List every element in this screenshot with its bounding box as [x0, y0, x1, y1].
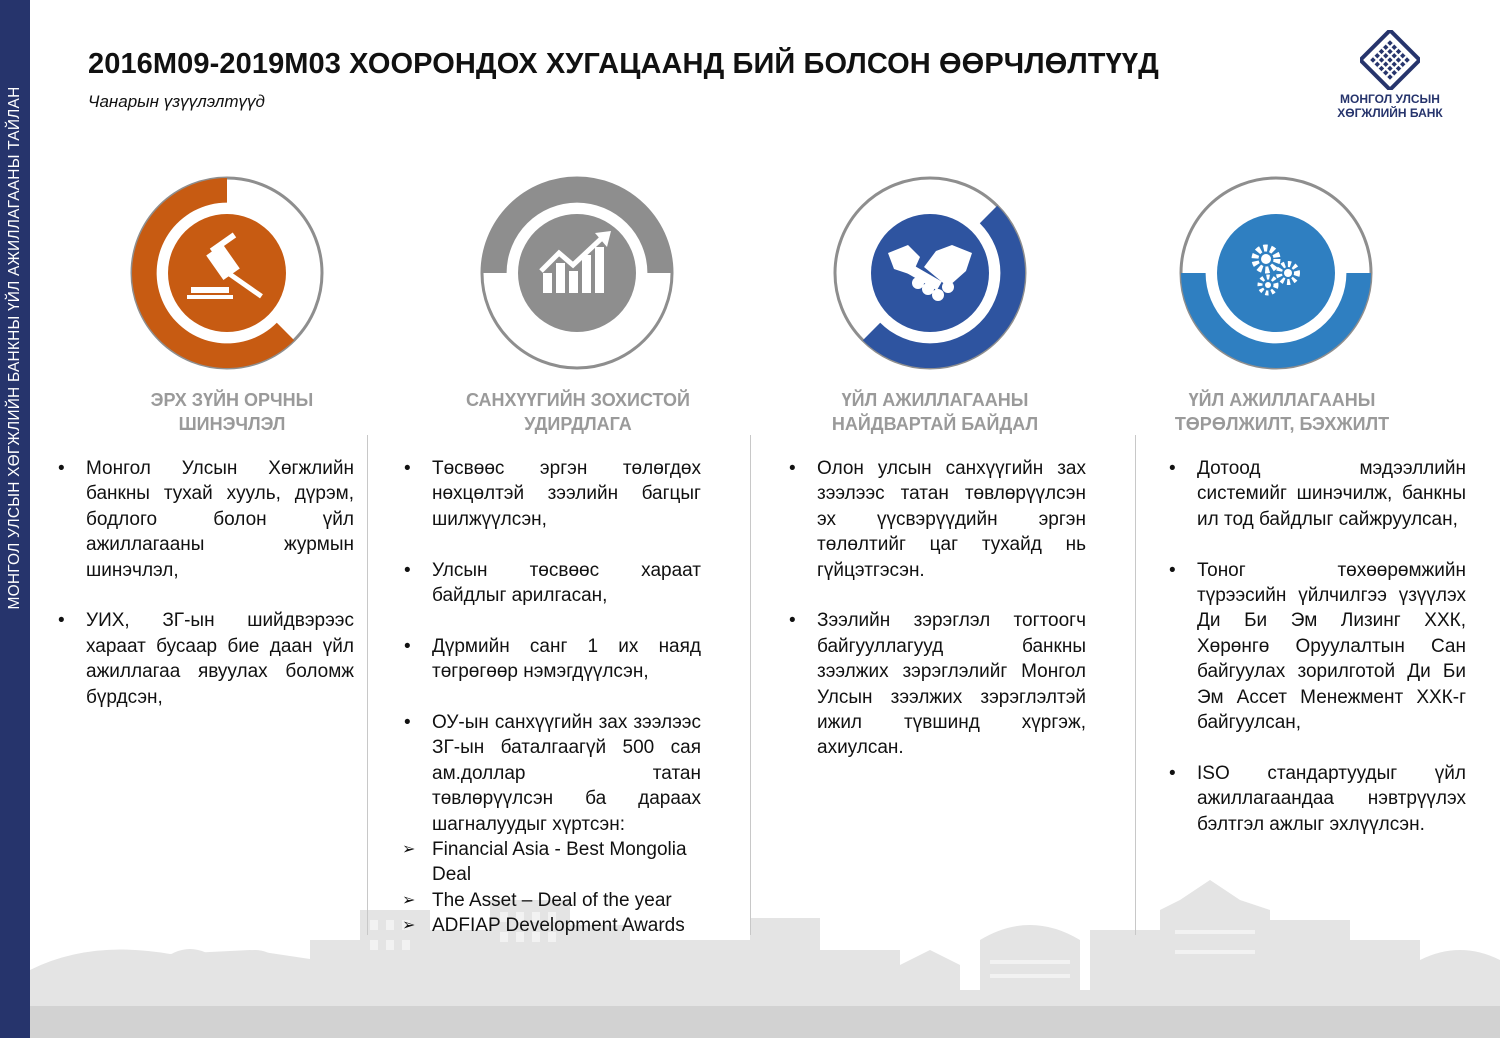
- heading-line: ТӨРӨЛЖИЛТ, БЭХЖИЛТ: [1174, 414, 1390, 434]
- column-body-finance: [402, 456, 701, 939]
- column-heading-legal: [82, 388, 382, 436]
- bullet-item: • Улсын төсвөөс хараат байдлыг арилгасан,: [402, 558, 701, 609]
- heading-line: ҮЙЛ АЖИЛЛАГААНЫ: [1188, 390, 1376, 410]
- endless-knot-icon: [1360, 30, 1420, 90]
- page-title: 2016М09-2019М03 ХООРОНДОХ ХУГАЦААНД БИЙ БОЛСОН ӨӨРЧЛӨЛТҮҮД: [88, 48, 1159, 80]
- reliability-icon-badge: [832, 175, 1028, 371]
- heading-line: САНХҮҮГИЙН ЗОХИСТОЙ: [466, 390, 690, 410]
- column-heading-finance: [428, 388, 728, 436]
- ground-band: [30, 1006, 1500, 1038]
- bullet-item: • Дотоод мэдээллийн системийг шинэчилж, банкны ил тод байдлыг сайжруулсан,: [1167, 456, 1466, 532]
- finance-icon-badge: [479, 175, 675, 371]
- column-heading-diversification: [1132, 388, 1432, 436]
- award-item: ➢ ADFIAP Development Awards: [402, 913, 701, 938]
- heading-line: ШИНЭЧЛЭЛ: [178, 414, 286, 434]
- heading-line: ЭРХ ЗҮЙН ОРЧНЫ: [150, 390, 314, 410]
- column-body-legal: [56, 456, 354, 735]
- heading-line: ҮЙЛ АЖИЛЛАГААНЫ: [841, 390, 1029, 410]
- award-item: ➢ Financial Asia - Best Mongolia Deal: [402, 837, 701, 888]
- logo-text-line1: МОНГОЛ УЛСЫН: [1340, 92, 1440, 106]
- bullet-item: • Төсвөөс эргэн төлөгдөх нөхцөлтэй зээлийн багцыг шилжүүлсэн,: [402, 456, 701, 532]
- bullet-item: • Дүрмийн санг 1 их наяд төгрөгөөр нэмэгдүүлсэн,: [402, 634, 701, 685]
- diversification-icon-badge: [1178, 175, 1374, 371]
- bullet-item: • ОУ-ын санхүүгийн зах зээлээс ЗГ-ын баталгаагүй 500 сая ам.доллар татан төвлөрүүлсэн ба дараах шагналуудыг хүртсэн:: [402, 710, 701, 837]
- bullet-item: • Олон улсын санхүүгийн зах зээлээс татан төвлөрүүлсэн эх үүсвэрүүдийн эргэн төлөлтийг цаг тухайд нь гүйцэтгэсэн.: [787, 456, 1086, 583]
- award-item: ➢ The Asset – Deal of the year: [402, 888, 701, 913]
- page-subtitle: Чанарын үзүүлэлтүүд: [88, 92, 265, 111]
- column-heading-reliability: [785, 388, 1085, 436]
- report-title-vertical: МОНГОЛ УЛСЫН ХӨГЖЛИЙН БАНКНЫ ҮЙЛ АЖИЛЛАГААНЫ ТАЙЛАН: [6, 86, 23, 610]
- city-skyline-illustration: [30, 870, 1500, 1010]
- column-body-diversification: [1167, 456, 1466, 862]
- heading-line: УДИРДЛАГА: [524, 414, 632, 434]
- column-divider: [1135, 435, 1136, 935]
- column-body-reliability: [787, 456, 1086, 786]
- bullet-item: • Монгол Улсын Хөгжлийн банкны тухай хууль, дүрэм, бодлого болон үйл ажиллагааны журмын шинэчлэл,: [56, 456, 354, 583]
- column-divider: [367, 435, 368, 935]
- heading-line: НАЙДВАРТАЙ БАЙДАЛ: [831, 414, 1039, 434]
- bullet-item: • Тоног төхөөрөмжийн түрээсийн үйлчилгээ үзүүлэх Ди Би Эм Лизинг ХХК, Хөрөнгө Оруулалтын Сан байгуулах зорилготой Ди Би Эм Ассет Менежмент ХХК-г байгуулсан,: [1167, 558, 1466, 736]
- bullet-item: • ISO стандартуудыг үйл ажиллагаандаа нэвтрүүлэх бэлтгэл ажлыг эхлүүлсэн.: [1167, 761, 1466, 837]
- bank-logo: [1330, 30, 1450, 130]
- column-divider: [750, 435, 751, 935]
- sidebar-band: [0, 0, 30, 1038]
- legal-icon-badge: [129, 175, 325, 371]
- logo-text-line2: ХӨГЖЛИЙН БАНК: [1337, 106, 1443, 120]
- bullet-item: • УИХ, ЗГ-ын шийдвэрээс хараат бусаар бие даан үйл ажиллагаа явуулах боломж бүрдсэн,: [56, 608, 354, 710]
- bullet-item: • Зээлийн зэрэглэл тогтоогч байгууллагууд банкны зээлжих зэрэглэлийг Монгол Улсын зээлжих зэрэглэлтэй ижил түвшинд хүргэж, ахиулсан.: [787, 608, 1086, 760]
